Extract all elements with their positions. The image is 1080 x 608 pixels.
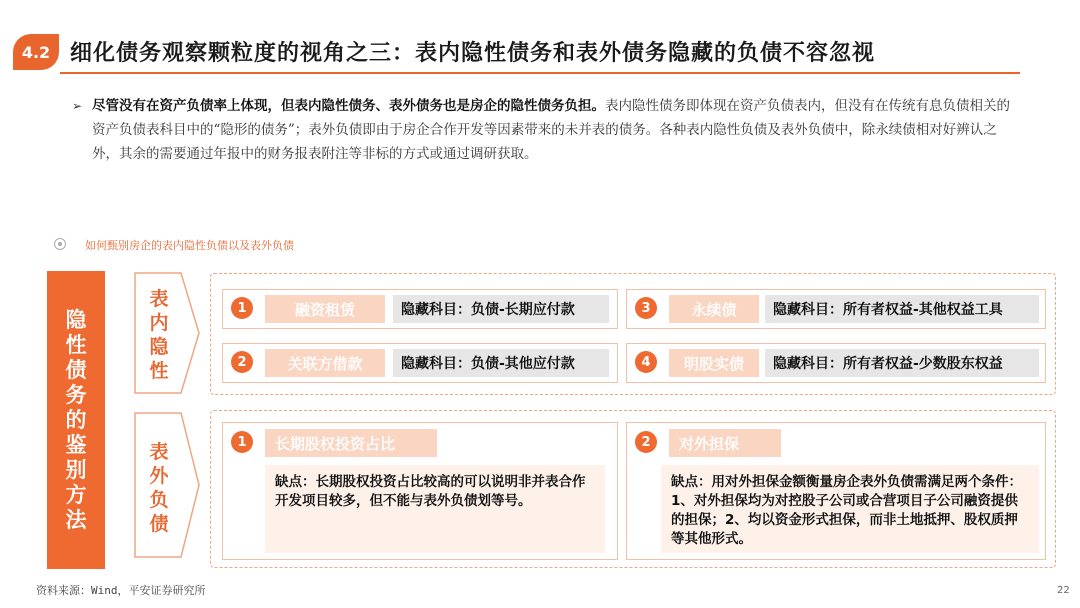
off-balance-char: 债	[149, 513, 169, 535]
on-balance-char: 性	[149, 360, 169, 382]
item-note: 隐藏科目：所有者权益-少数股东权益	[765, 349, 1039, 377]
left-label-char: 法	[65, 507, 87, 532]
left-label-char: 的	[65, 407, 87, 432]
radio-dot-icon	[54, 238, 66, 250]
off-balance-char: 表	[149, 441, 169, 463]
off-balance-item	[626, 422, 1046, 560]
on-balance-char: 内	[149, 312, 169, 334]
source-note: 资料来源：Wind，平安证券研究所	[36, 584, 206, 597]
on-balance-char: 表	[149, 288, 169, 310]
off-balance-char: 外	[149, 465, 169, 487]
intro-body: 表内隐性债务即体现在资产负债表内，但没有在传统有息负债相关的资产负债表科目中的“隐形的债务”；表外负债即由于房企合作开发等因素带来的未并表的债务。各种表内隐性负债及表外负债中，除永续债相对好辨认之外，其余的需要通过年报中的财务报表附注等非标的方式或通过调研获取。	[92, 98, 1010, 162]
number-badge: 1	[231, 297, 253, 319]
left-column-label	[47, 271, 105, 569]
item-note: 隐藏科目：负债-长期应付款	[393, 295, 609, 323]
hidden-debt-item	[626, 343, 1046, 383]
left-label-char: 鉴	[65, 432, 87, 457]
item-tag: 关联方借款	[265, 349, 385, 377]
page-number: 22	[1057, 585, 1070, 596]
item-tag: 长期股权投资占比	[265, 429, 437, 457]
on-balance-char: 隐	[149, 336, 169, 358]
left-label-char: 债	[65, 357, 87, 382]
hidden-debt-item	[626, 289, 1046, 329]
number-badge: 2	[635, 431, 657, 453]
figure-caption: 如何甄别房企的表内隐性负债以及表外负债	[85, 239, 294, 252]
left-label-char: 隐	[65, 307, 87, 332]
item-tag: 明股实债	[669, 349, 759, 377]
on-balance-label	[145, 287, 173, 383]
number-badge: 3	[635, 297, 657, 319]
left-label-char: 别	[65, 457, 87, 482]
item-note: 隐藏科目：负债-其他应付款	[393, 349, 609, 377]
off-balance-item	[222, 422, 618, 560]
item-tag: 永续债	[669, 295, 759, 323]
off-balance-label	[145, 440, 173, 536]
item-description: 缺点：长期股权投资占比较高的可以说明非并表合作开发项目较多，但不能与表外负债划等号。	[265, 465, 605, 553]
number-badge: 2	[231, 351, 253, 373]
intro-lead: 尽管没有在资产负债率上体现，但表内隐性债务、表外债务也是房企的隐性债务负担。	[92, 98, 605, 114]
hidden-debt-item	[222, 343, 618, 383]
number-badge: 1	[231, 431, 253, 453]
number-badge: 4	[635, 351, 657, 373]
hidden-debt-item	[222, 289, 618, 329]
item-tag: 融资租赁	[265, 295, 385, 323]
section-badge: 4.2	[13, 34, 59, 70]
page-title: 细化债务观察颗粒度的视角之三：表内隐性债务和表外债务隐藏的负债不容忽视	[70, 40, 876, 66]
title-divider	[60, 72, 1020, 74]
left-label-char: 性	[65, 332, 87, 357]
left-label-char: 方	[65, 482, 87, 507]
item-note: 隐藏科目：所有者权益-其他权益工具	[765, 295, 1039, 323]
item-description: 缺点：用对外担保金额衡量房企表外负债需满足两个条件：1、对外担保均为对控股子公司或合营项目子公司融资提供的担保；2、均以资金形式担保，而非土地抵押、股权质押等其他形式。	[661, 465, 1039, 553]
bullet-arrow-icon: ➢	[72, 99, 83, 113]
intro-paragraph	[72, 94, 1022, 166]
item-tag: 对外担保	[669, 429, 781, 457]
left-label-char: 务	[65, 382, 87, 407]
off-balance-char: 负	[149, 489, 169, 511]
